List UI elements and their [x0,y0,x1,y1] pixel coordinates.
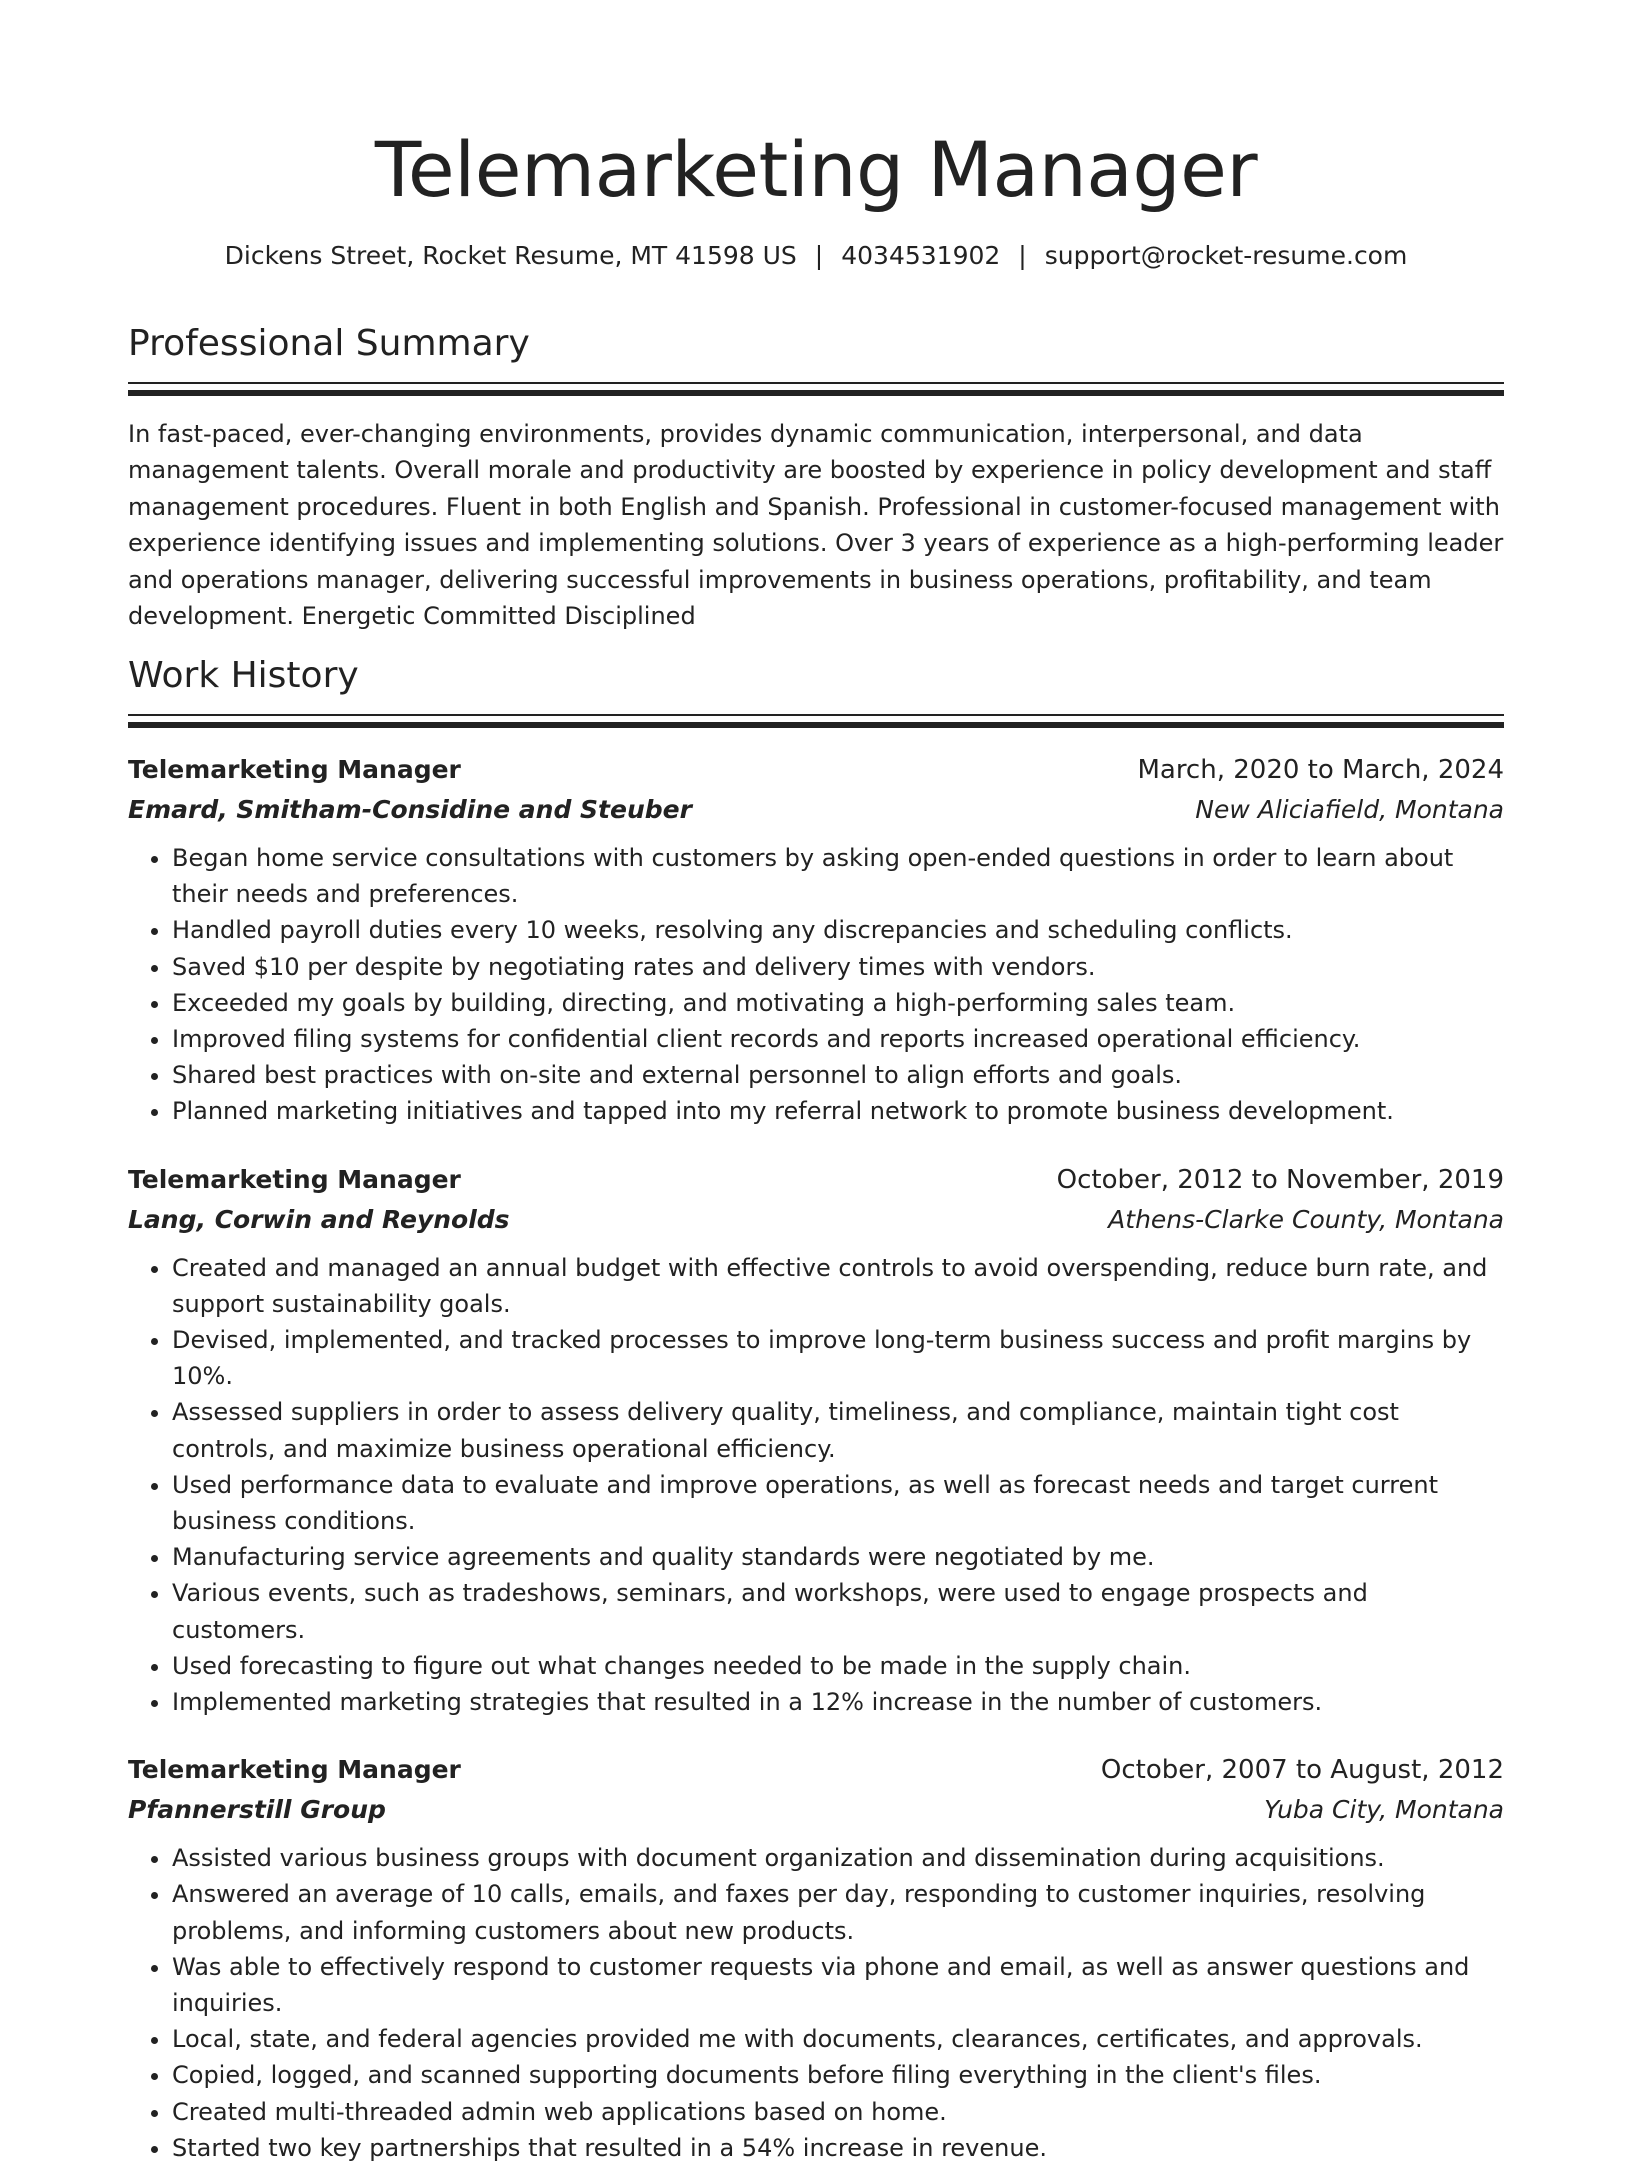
work-history-section [128,652,1504,2166]
contact-phone: 4034531902 [841,241,1001,270]
job-bullet: • Created and managed an annual budget with effective controls to avoid overspending, reduce burn rate, and support sustainability goals. [172,1250,1504,1322]
job-header-row [128,1160,1504,1200]
contact-separator: | [1018,241,1027,270]
job-bullet: • Handled payroll duties every 10 weeks, resolving any discrepancies and scheduling conflicts. [172,912,1504,948]
job-bullet: • Copied, logged, and scanned supporting documents before filing everything in the client's files. [172,2057,1504,2093]
job-header-row [128,1750,1504,1790]
job-bullet: • Implemented marketing strategies that resulted in a 12% increase in the number of customers. [172,1684,1504,1720]
summary-text: In fast-paced, ever-changing environments, provides dynamic communication, interpersonal, and data management talents. Overall morale and productivity are boosted by experience in policy development and staff management procedures. Fluent in both English and Spanish. Professional in customer-focused management with experience identifying issues and implementing solutions. Over 3 years of experience as a high-performing leader and operations manager, delivering successful improvements in business operations, profitability, and team development. Energetic Committed Disciplined [128,420,1504,631]
job-location: Athens-Clarke County, Montana [1108,1204,1504,1234]
job-bullet: • Assisted various business groups with document organization and dissemination during acquisitions. [172,1840,1504,1876]
job-location: New Aliciafield, Montana [1195,795,1504,824]
job-bullet: • Answered an average of 10 calls, emails, and faxes per day, responding to customer inquiries, resolving problems, and informing customers about new products. [172,1876,1504,1948]
job-entry [128,1750,1504,2166]
job-bullet: • Local, state, and federal agencies provided me with documents, clearances, certificates, and approvals. [172,2021,1504,2057]
job-bullet: • Planned marketing initiatives and tapped into my referral network to promote business development. [172,1093,1504,1129]
job-entry [128,1160,1504,1721]
job-bullet: • Various events, such as tradeshows, seminars, and workshops, were used to engage prospects and customers. [172,1575,1504,1647]
contact-address: Dickens Street, Rocket Resume, MT 41598 US [224,241,797,270]
job-bullet: • Was able to effectively respond to customer requests via phone and email, as well as answer questions and inquiries. [172,1949,1504,2021]
job-location: Yuba City, Montana [1264,1795,1504,1825]
job-bullet: • Started two key partnerships that resulted in a 54% increase in revenue. [172,2130,1504,2166]
section-divider [128,714,1504,716]
professional-summary-section [128,320,1504,634]
job-title: Telemarketing Manager [128,1164,461,1194]
job-bullet-list [128,840,1504,1130]
contact-separator: | [814,241,824,270]
job-bullet: • Shared best practices with on-site and external personnel to align efforts and goals. [172,1057,1504,1093]
job-bullet: • Created multi-threaded admin web applications based on home. [172,2094,1504,2130]
section-title-work: Work History [128,655,359,696]
resume-name: Telemarketing Manager [374,125,1258,214]
job-bullet: • Used forecasting to figure out what changes needed to be made in the supply chain. [172,1648,1504,1684]
job-title: Telemarketing Manager [128,755,461,784]
job-company: Pfannerstill Group [128,1795,386,1825]
job-bullet: • Assessed suppliers in order to assess delivery quality, timeliness, and compliance, maintain tight cost controls, and maximize business operational efficiency. [172,1394,1504,1466]
section-divider-thick [128,722,1504,728]
section-title-summary: Professional Summary [128,323,530,364]
job-company: Lang, Corwin and Reynolds [128,1204,510,1234]
job-company-row [128,1790,1504,1830]
job-bullet-list [128,1250,1504,1721]
job-entry [128,750,1504,1130]
job-company: Emard, Smitham-Considine and Steuber [128,795,692,824]
job-bullet: • Devised, implemented, and tracked processes to improve long-term business success and profit margins by 10%. [172,1322,1504,1394]
job-header-row [128,750,1504,790]
section-divider-thick [128,390,1504,396]
job-dates: October, 2007 to August, 2012 [1100,1755,1504,1786]
job-dates: March, 2020 to March, 2024 [1137,755,1504,785]
job-bullet: • Manufacturing service agreements and quality standards were negotiated by me. [172,1539,1504,1575]
job-company-row [128,790,1504,830]
contact-line [128,238,1504,274]
job-bullet: • Used performance data to evaluate and improve operations, as well as forecast needs and target current business conditions. [172,1467,1504,1539]
job-bullet: • Improved filing systems for confidential client records and reports increased operational efficiency. [172,1021,1504,1057]
job-bullet-list [128,1840,1504,2166]
job-dates: October, 2012 to November, 2019 [1056,1164,1504,1195]
job-bullet: • Exceeded my goals by building, directing, and motivating a high-performing sales team. [172,985,1504,1021]
job-bullet: • Began home service consultations with customers by asking open-ended questions in order to learn about their needs and preferences. [172,840,1504,912]
job-title: Telemarketing Manager [128,1755,461,1785]
job-bullet: • Saved $10 per despite by negotiating rates and delivery times with vendors. [172,949,1504,985]
contact-email: support@rocket-resume.com [1044,241,1408,270]
section-divider [128,382,1504,384]
job-company-row [128,1200,1504,1240]
